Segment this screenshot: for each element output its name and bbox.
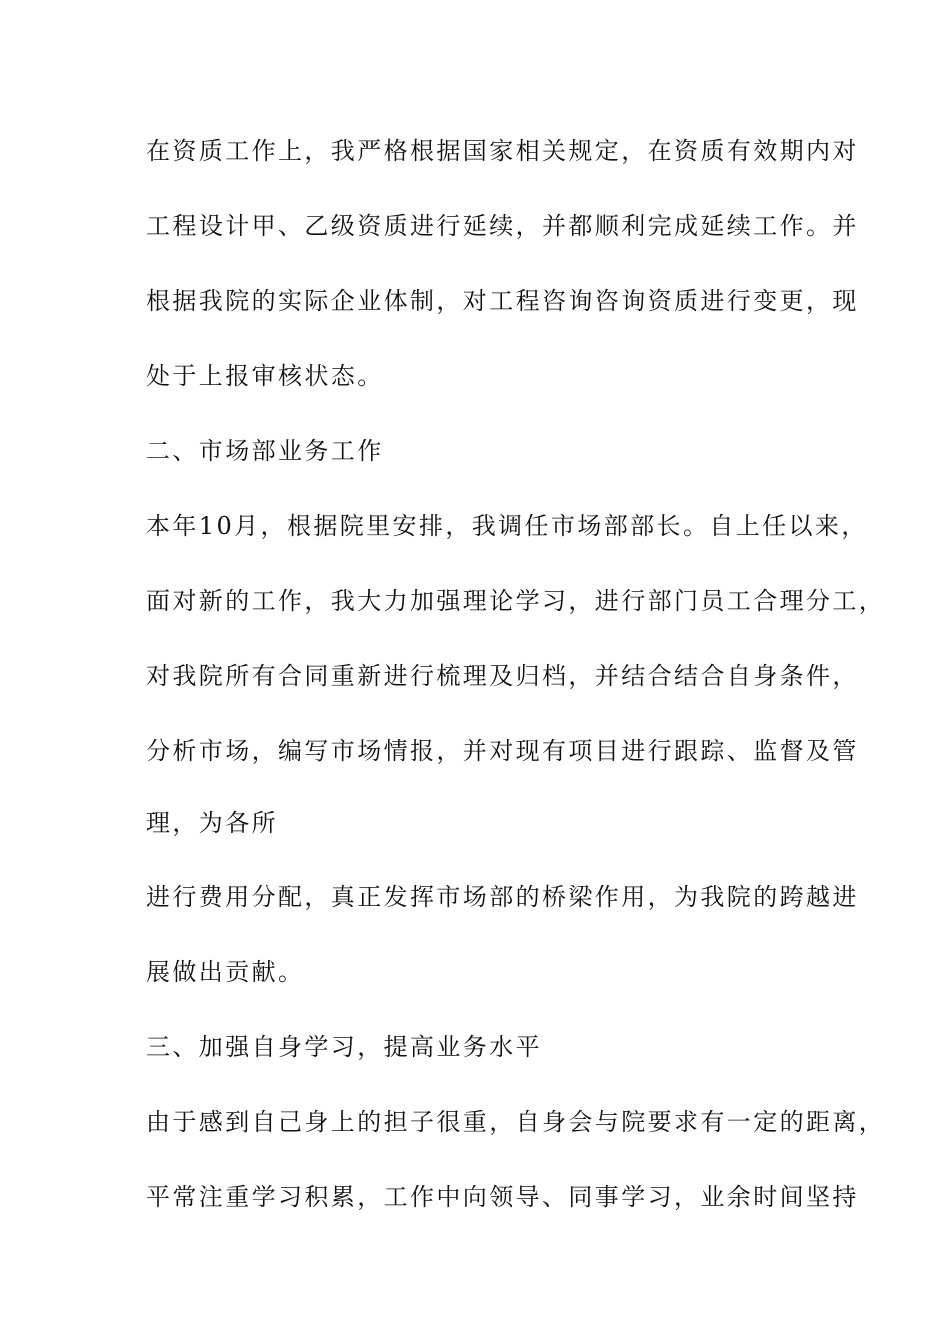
paragraph-line-11: 进行费用分配，真正发挥市场部的桥梁作用，为我院的跨越进 (146, 883, 859, 911)
paragraph-line-6: 本年10月，根据院里安排，我调任市场部部长。自上任以来， (146, 512, 868, 540)
paragraph-line-14: 由于感到自己身上的担子很重，自身会与院要求有一定的距离， (146, 1108, 886, 1136)
paragraph-line-2: 工程设计甲、乙级资质进行延续，并都顺利完成延续工作。并 (146, 212, 859, 240)
paragraph-line-12: 展做出贡献。 (146, 958, 305, 986)
paragraph-line-9: 分析市场，编写市场情报，并对现有项目进行跟踪、监督及管 (146, 737, 859, 765)
paragraph-line-7: 面对新的工作，我大力加强理论学习，进行部门员工合理分工， (146, 587, 886, 615)
paragraph-line-3: 根据我院的实际企业体制，对工程咨询咨询资质进行变更，现 (146, 287, 859, 315)
paragraph-line-4: 处于上报审核状态。 (146, 362, 384, 390)
section-heading-3: 三、加强自身学习，提高业务水平 (146, 1033, 542, 1061)
paragraph-line-8: 对我院所有合同重新进行梳理及归档，并结合结合自身条件， (146, 662, 859, 690)
section-heading-2: 二、市场部业务工作 (146, 437, 384, 465)
paragraph-line-1: 在资质工作上，我严格根据国家相关规定，在资质有效期内对 (146, 137, 859, 165)
paragraph-line-15: 平常注重学习积累，工作中向领导、同事学习，业余时间坚持 (146, 1183, 859, 1211)
paragraph-line-10: 理，为各所 (146, 809, 278, 837)
